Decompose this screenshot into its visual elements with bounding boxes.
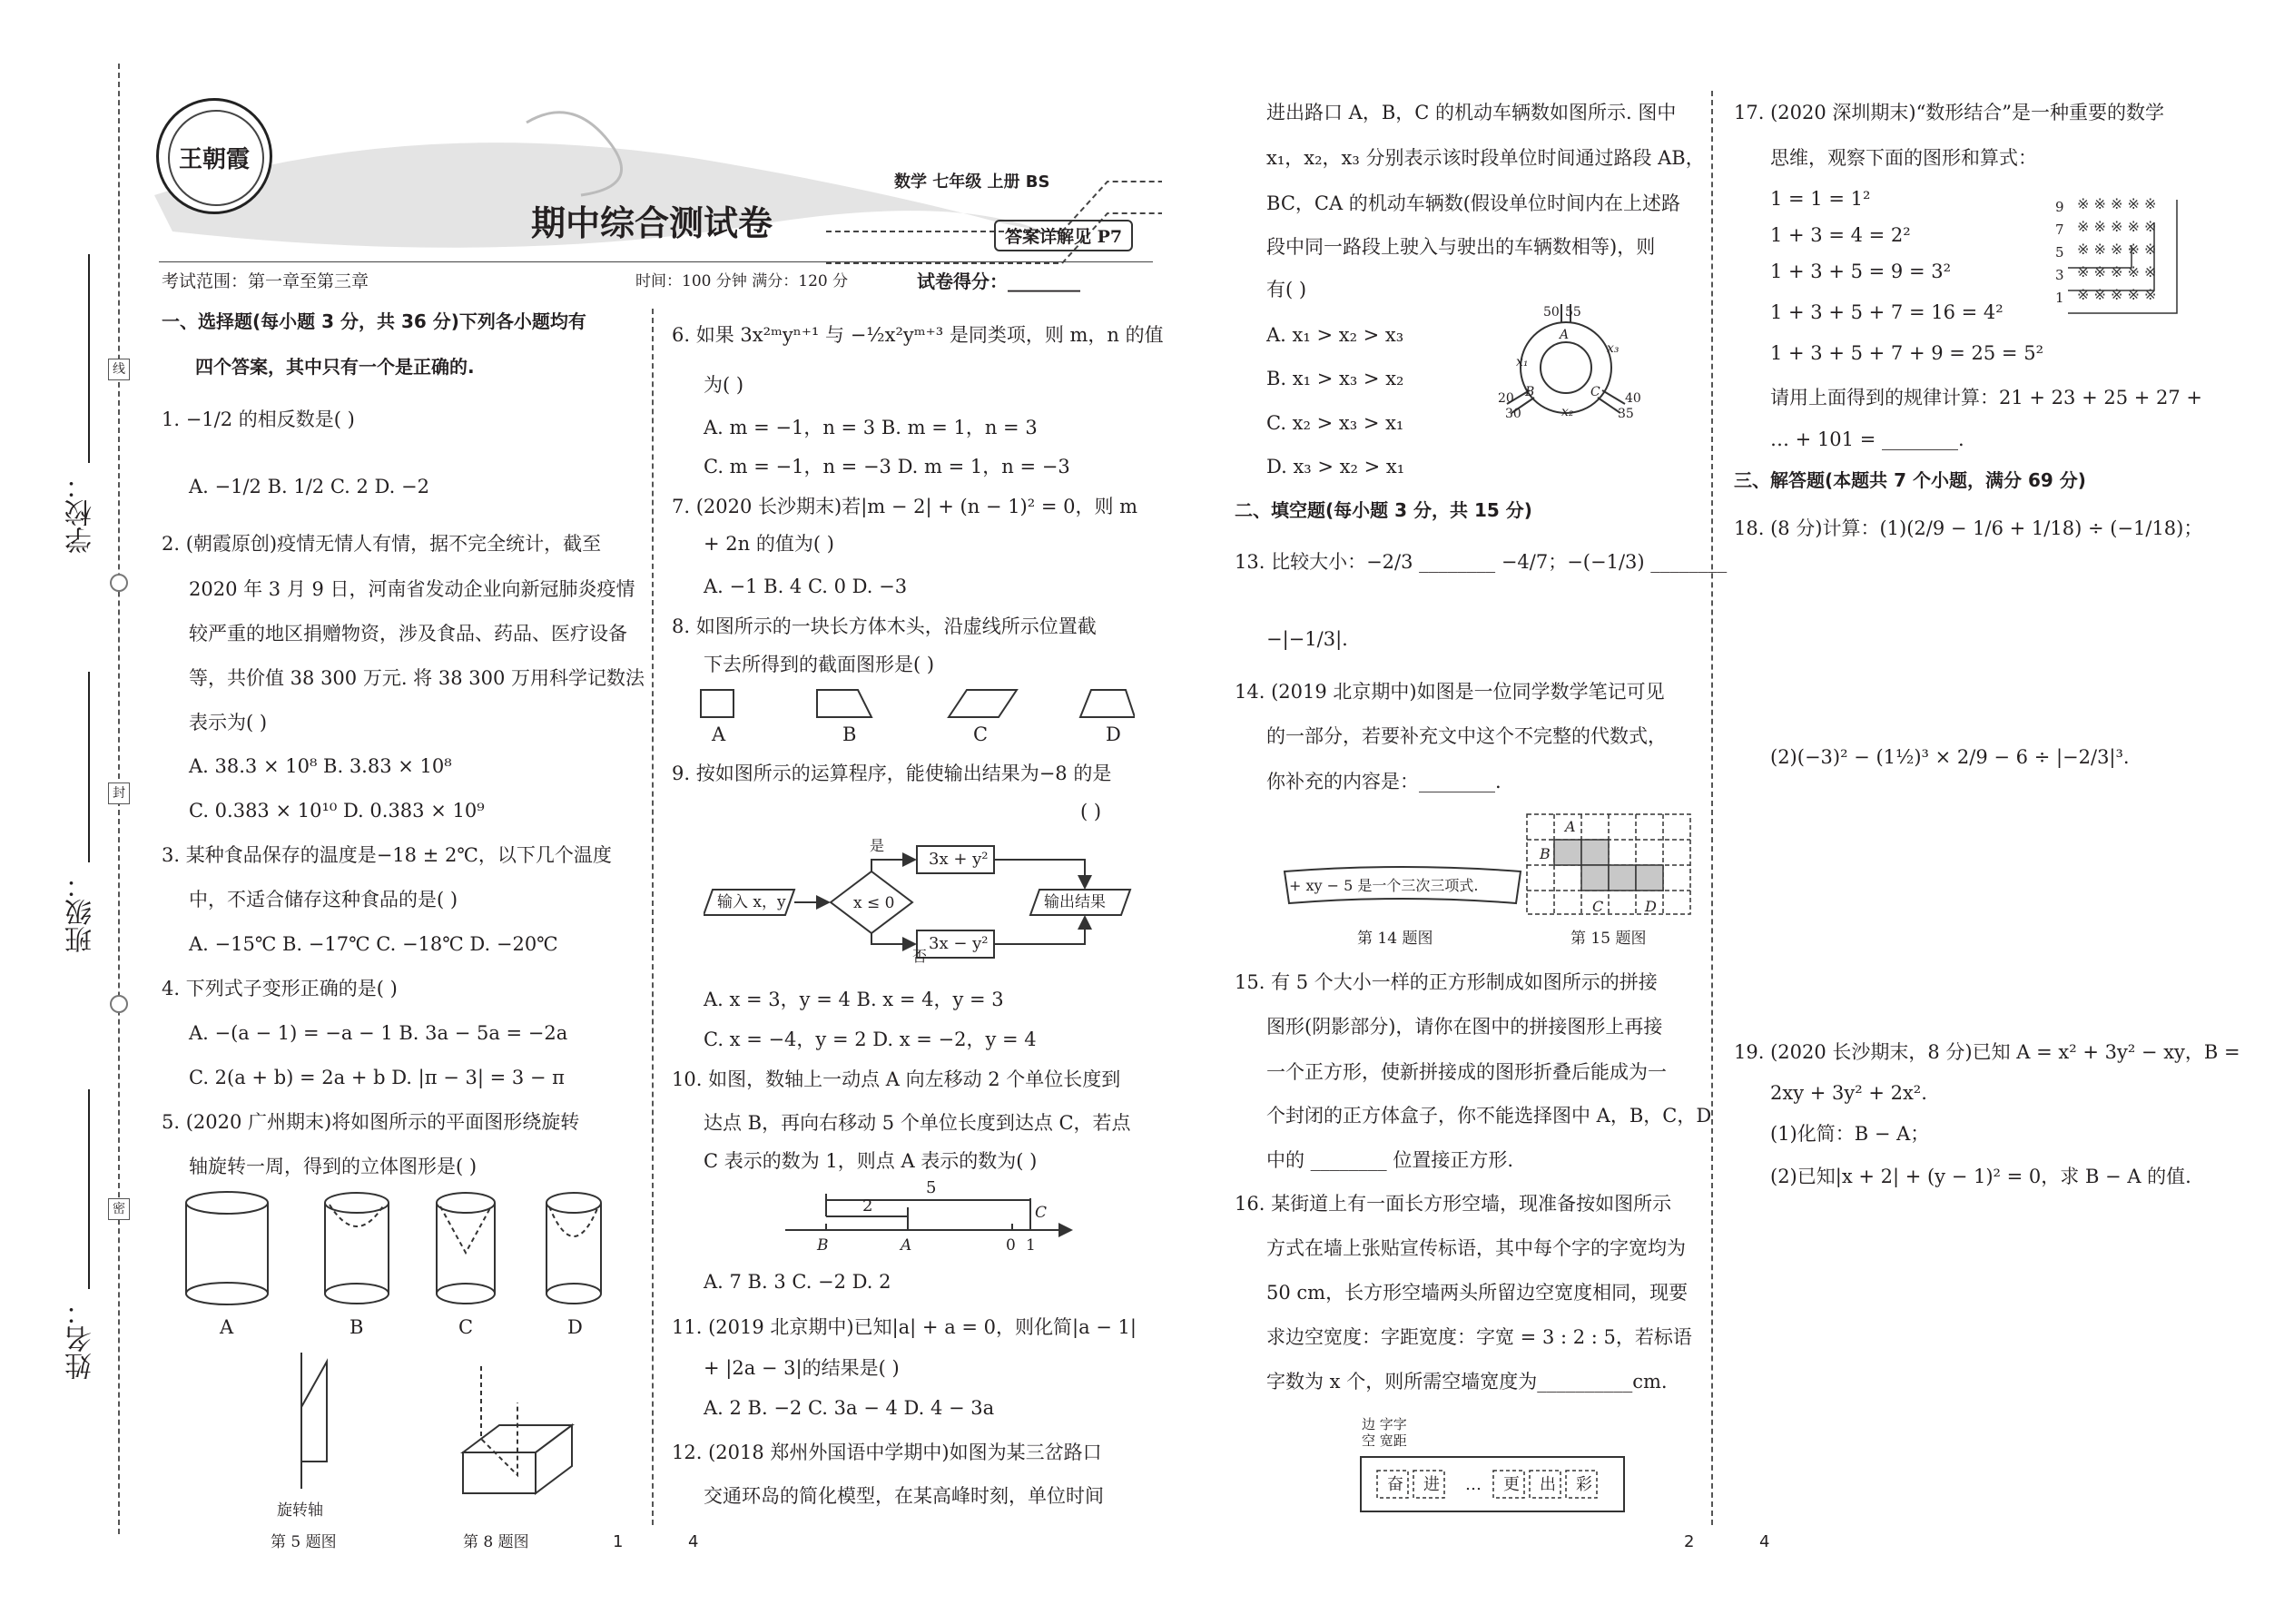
question-1-options: A. −1/2 B. 1/2 C. 2 D. −2 <box>189 476 429 497</box>
page-number-suffix: 4 <box>688 1532 699 1551</box>
roundabout-point: B <box>1525 385 1535 399</box>
question-10-options: A. 7 B. 3 C. −2 D. 2 <box>704 1271 891 1293</box>
rotation-axis-label: 旋转轴 <box>277 1501 323 1520</box>
question-19: 19. (2020 长沙期末，8 分)已知 A = x² + 3y² − xy，B = <box>1734 1041 2240 1063</box>
exam-scope: 考试范围：第一章至第三章 <box>162 271 369 291</box>
roundabout-label: 20 <box>1498 391 1514 406</box>
school-label: 学校： <box>65 472 97 554</box>
question-18: 18. (8 分)计算：(1)(2/9 − 1/6 + 1/18) ÷ (−1/18)； <box>1734 517 2203 539</box>
q16-char: 更 <box>1503 1475 1520 1494</box>
question-12-cont: 进出路口 A，B，C 的机动车辆数如图所示. 图中 <box>1266 102 1677 123</box>
question-6-options: A. m = −1，n = 3 B. m = 1，n = 3 <box>704 417 1038 438</box>
roundabout-label: 35 <box>1618 407 1634 421</box>
question-15-line: 图形(阴影部分)，请你在图中的拼接图形上再接 <box>1266 1016 1663 1038</box>
roundabout-var: x₁ <box>1516 355 1529 369</box>
flow-top-expression: 3x + y² <box>929 850 989 869</box>
question-12-cont: BC，CA 的机动车辆数(假设单位时间内在上述路 <box>1266 192 1680 214</box>
roundabout-point: C <box>1590 385 1600 399</box>
question-2-line: 表示为( ) <box>189 712 268 733</box>
name-label: 姓名： <box>65 1298 97 1380</box>
page-number-suffix: 4 <box>1759 1532 1770 1551</box>
question-12-option-d: D. x₃ > x₂ > x₁ <box>1266 456 1405 477</box>
question-11: 11. (2019 北京期中)已知|a| + a = 0，则化简|a − 1| <box>672 1316 1137 1338</box>
q5-solid-figures <box>177 1185 613 1330</box>
question-14-line: 的一部分，若要补充文中这个不完整的代数式， <box>1266 725 1667 747</box>
question-19-line: 2xy + 3y² + 2x². <box>1770 1082 1927 1104</box>
question-15-line: 中的 ________ 位置接正方形. <box>1266 1149 1514 1171</box>
school-field <box>88 254 90 463</box>
roundabout-label: 50 <box>1543 305 1560 320</box>
roundabout-label: 55 <box>1565 305 1581 320</box>
question-12-cont: x₁，x₂，x₃ 分别表示该时段单位时间通过路段 AB， <box>1266 147 1705 169</box>
question-12-option-a: A. x₁ > x₂ > x₃ <box>1266 324 1404 346</box>
question-11-line: + |2a − 3|的结果是( ) <box>704 1357 900 1379</box>
q5-choice-label: D <box>567 1316 583 1338</box>
question-12-cont: 有( ) <box>1266 279 1307 300</box>
answer-reference: 答案详解见 P7 <box>994 220 1133 251</box>
question-3-line: 中，不适合储存这种食品的是( ) <box>189 889 458 910</box>
question-7-line: + 2n 的值为( ) <box>704 533 834 555</box>
class-label: 班级： <box>65 871 97 953</box>
page-title: 期中综合测试卷 <box>531 202 773 243</box>
flow-bottom-expression: 3x − y² <box>929 934 989 953</box>
q15-letter: D <box>1645 898 1657 915</box>
question-18-part-2: (2)(−3)² − (1½)³ × 2/9 − 6 ÷ |−2/3|³. <box>1770 746 2130 768</box>
section-3-heading: 三、解答题(本题共 7 个小题，满分 69 分) <box>1734 469 2086 491</box>
question-6: 6. 如果 3x²ᵐyⁿ⁺¹ 与 −½x²yᵐ⁺³ 是同类项，则 m，n 的值 <box>672 324 1164 346</box>
q16-char: 进 <box>1423 1475 1440 1494</box>
q17-grid-label: 1 <box>2055 290 2064 306</box>
question-16-line: 方式在墙上张贴宣传标语，其中每个字的字宽均为 <box>1266 1237 1686 1259</box>
column-divider <box>1711 91 1713 1525</box>
question-9-options: A. x = 3，y = 4 B. x = 4，y = 3 <box>704 989 1004 1010</box>
question-2-options: A. 38.3 × 10⁸ B. 3.83 × 10⁸ <box>189 755 452 777</box>
q17-equation: 1 + 3 + 5 + 7 = 16 = 4² <box>1770 301 2004 323</box>
q15-grid-figure <box>1525 812 1698 921</box>
numline-point-c: C <box>1035 1204 1048 1222</box>
question-19-part-2: (2)已知|x + 2| + (y − 1)² = 0，求 B − A 的值. <box>1770 1166 2191 1187</box>
q5-choice-label: A <box>220 1316 234 1338</box>
q16-char: 彩 <box>1576 1475 1592 1494</box>
question-9-paren: ( ) <box>1080 801 1102 822</box>
header-rule <box>159 261 1153 262</box>
q17-grid-label: 7 <box>2055 221 2064 238</box>
q14-note-text: + xy − 5 是一个三次三项式. <box>1289 877 1479 894</box>
question-17-line: 请用上面得到的规律计算：21 + 23 + 25 + 27 + <box>1770 387 2202 408</box>
question-4-options: C. 2(a + b) = 2a + b D. |π − 3| = 3 − π <box>189 1067 565 1088</box>
q16-top-label: 边 字字 <box>1362 1416 1407 1432</box>
question-16-line: 50 cm，长方形空墙两头所留边空宽度相同，现要 <box>1266 1282 1689 1304</box>
flow-input: 输入 x，y <box>717 893 786 911</box>
roundabout-var: x₃ <box>1607 341 1620 356</box>
subject-tag: 数学 七年级 上册 BS <box>894 172 1050 192</box>
question-3: 3. 某种食品保存的温度是−18 ± 2℃，以下几个温度 <box>162 844 612 866</box>
question-16-line: 求边空宽度：字距宽度：字宽 = 3 : 2 : 5，若标语 <box>1266 1326 1692 1348</box>
question-15-line: 一个正方形，使新拼接成的图形折叠后能成为一 <box>1266 1061 1667 1083</box>
question-5: 5. (2020 广州期末)将如图所示的平面图形绕旋转 <box>162 1111 580 1133</box>
question-9-options: C. x = −4，y = 2 D. x = −2，y = 4 <box>704 1029 1037 1050</box>
column-divider <box>652 309 654 1525</box>
q17-equation: 1 = 1 = 1² <box>1770 188 1871 210</box>
seal-mark-line: 线 <box>108 359 130 380</box>
q16-char: 出 <box>1540 1475 1556 1494</box>
q15-caption: 第 15 题图 <box>1570 930 1647 948</box>
section-2-heading: 二、填空题(每小题 3 分，共 15 分) <box>1235 499 1532 521</box>
numline-point-a: A <box>901 1236 912 1255</box>
q15-letter: B <box>1540 845 1551 862</box>
svg-text:※ ※ ※ ※ ※: ※ ※ ※ ※ ※ <box>2077 263 2157 281</box>
page-number: 1 <box>613 1532 624 1551</box>
seal-mark-seal: 封 <box>108 782 130 804</box>
logo <box>156 98 272 214</box>
q17-dot-grid <box>2068 186 2204 322</box>
flow-no-label: 否 <box>912 948 928 965</box>
q16-top-label: 空 宽距 <box>1362 1432 1407 1449</box>
section-1-heading: 一、选择题(每小题 3 分，共 36 分)下列各小题均有 <box>162 310 586 332</box>
svg-text:※ ※ ※ ※ ※: ※ ※ ※ ※ ※ <box>2077 286 2157 303</box>
question-13-line: −|−1/3|. <box>1266 628 1348 650</box>
q16-char: 奋 <box>1387 1475 1403 1494</box>
roundabout-var: x₂ <box>1561 405 1574 419</box>
numline-one: 1 <box>1026 1236 1036 1255</box>
question-8-line: 下去所得到的截面图形是( ) <box>704 654 935 675</box>
binding-hole <box>110 995 128 1013</box>
q5-caption: 第 5 题图 <box>271 1533 337 1551</box>
q17-grid-label: 3 <box>2055 267 2064 283</box>
q17-equation: 1 + 3 + 5 + 7 + 9 = 25 = 5² <box>1770 342 2043 364</box>
question-6-line: 为( ) <box>704 374 744 396</box>
question-7: 7. (2020 长沙期末)若|m − 2| + (n − 1)² = 0，则 m <box>672 496 1138 517</box>
q17-grid-label: 5 <box>2055 244 2064 261</box>
q8-choice-label: D <box>1106 723 1121 745</box>
q8-section-shapes <box>699 685 1135 722</box>
q17-equation: 1 + 3 + 5 = 9 = 3² <box>1770 261 1952 282</box>
question-9: 9. 按如图所示的运算程序，能使输出结果为−8 的是 <box>672 763 1112 784</box>
svg-text:※ ※ ※ ※ ※: ※ ※ ※ ※ ※ <box>2077 241 2157 258</box>
section-1-heading-cont: 四个答案，其中只有一个是正确的. <box>195 356 475 378</box>
flow-yes-label: 是 <box>870 837 885 854</box>
question-11-options: A. 2 B. −2 C. 3a − 4 D. 4 − 3a <box>704 1397 995 1419</box>
svg-text:※ ※ ※ ※ ※: ※ ※ ※ ※ ※ <box>2077 195 2157 212</box>
numline-point-b: B <box>817 1236 829 1255</box>
q15-letter: A <box>1565 818 1576 835</box>
question-12-line: 交通环岛的简化模型，在某高峰时刻，单位时间 <box>704 1485 1104 1507</box>
question-8: 8. 如图所示的一块长方体木头，沿虚线所示位置截 <box>672 615 1097 637</box>
q8-choice-label: A <box>712 723 726 745</box>
numline-length-5: 5 <box>926 1178 937 1197</box>
q5-plane-figure <box>290 1353 345 1498</box>
question-16-line: 字数为 x 个，则所需空墙宽度为__________cm. <box>1266 1371 1668 1393</box>
question-10-line: C 表示的数为 1，则点 A 表示的数为( ) <box>704 1150 1038 1172</box>
question-14-line: 你补充的内容是：________. <box>1266 771 1501 792</box>
exam-score-field: 试卷得分：________ <box>917 271 1080 292</box>
flow-output: 输出结果 <box>1044 893 1106 911</box>
question-6-options: C. m = −1，n = −3 D. m = 1，n = −3 <box>704 456 1070 477</box>
question-2-options: C. 0.383 × 10¹⁰ D. 0.383 × 10⁹ <box>189 800 485 822</box>
question-2: 2. (朝霞原创)疫情无情人有情，据不完全统计，截至 <box>162 533 602 555</box>
q8-caption: 第 8 题图 <box>463 1533 529 1551</box>
page-number: 2 <box>1684 1532 1695 1551</box>
question-14: 14. (2019 北京期中)如图是一位同学数学笔记可见 <box>1235 681 1665 703</box>
question-7-options: A. −1 B. 4 C. 0 D. −3 <box>704 576 908 597</box>
q8-choice-label: B <box>842 723 857 745</box>
question-2-line: 等，共价值 38 300 万元. 将 38 300 万用科学记数法 <box>189 667 645 689</box>
question-16: 16. 某街道上有一面长方形空墙，现准备按如图所示 <box>1235 1193 1672 1215</box>
q16-char: … <box>1465 1475 1482 1494</box>
exam-time-score: 时间：100 分钟 满分：120 分 <box>635 272 849 290</box>
question-17-line: … + 101 = ________. <box>1770 428 1964 450</box>
q5-choice-label: C <box>458 1316 474 1338</box>
q15-letter: C <box>1592 898 1604 915</box>
class-field <box>88 672 90 862</box>
numline-zero: 0 <box>1006 1236 1016 1255</box>
seal-mark-secret: 密 <box>108 1198 130 1220</box>
logo-text: 王朝霞 <box>178 146 250 173</box>
question-15: 15. 有 5 个大小一样的正方形制成如图所示的拼接 <box>1235 971 1658 993</box>
question-10: 10. 如图，数轴上一动点 A 向左移动 2 个单位长度到 <box>672 1068 1121 1090</box>
question-12-cont: 段中同一路段上驶入与驶出的车辆数相等)，则 <box>1266 236 1656 258</box>
question-12-option-c: C. x₂ > x₃ > x₁ <box>1266 412 1404 434</box>
roundabout-label: 40 <box>1625 391 1641 406</box>
svg-text:※ ※ ※ ※ ※: ※ ※ ※ ※ ※ <box>2077 218 2157 235</box>
name-field <box>88 1089 90 1289</box>
question-1: 1. −1/2 的相反数是( ) <box>162 408 355 430</box>
question-5-line: 轴旋转一周，得到的立体图形是( ) <box>189 1156 478 1177</box>
numline-length-2: 2 <box>862 1196 873 1216</box>
q17-grid-label: 9 <box>2055 199 2064 215</box>
roundabout-label: 30 <box>1505 407 1521 421</box>
question-15-line: 个封闭的正方体盒子，你不能选择图中 A，B，C，D <box>1266 1105 1712 1127</box>
flow-condition: x ≤ 0 <box>853 894 895 912</box>
question-2-line: 较严重的地区捐赠物资，涉及食品、药品、医疗设备 <box>189 623 627 645</box>
q14-caption: 第 14 题图 <box>1357 930 1433 948</box>
question-19-part-1: (1)化简：B − A； <box>1770 1123 1930 1145</box>
question-12: 12. (2018 郑州外国语中学期中)如图为某三岔路口 <box>672 1442 1102 1463</box>
roundabout-point: A <box>1560 328 1570 342</box>
question-10-line: 达点 B，再向右移动 5 个单位长度到达点 C，若点 <box>704 1112 1131 1134</box>
question-12-option-b: B. x₁ > x₃ > x₂ <box>1266 368 1404 389</box>
q5-choice-label: B <box>350 1316 364 1338</box>
binding-hole <box>110 574 128 592</box>
q8-block-figure <box>454 1366 590 1502</box>
question-17: 17. (2020 深圳期末)“数形结合”是一种重要的数学 <box>1734 102 2165 123</box>
question-17-line: 思维，观察下面的图形和算式： <box>1770 147 2037 169</box>
question-13: 13. 比较大小：−2/3 ________ −4/7；−(−1/3) ________ <box>1235 551 1728 573</box>
question-4-options: A. −(a − 1) = −a − 1 B. 3a − 5a = −2a <box>189 1022 568 1044</box>
question-3-options: A. −15℃ B. −17℃ C. −18℃ D. −20℃ <box>189 933 558 955</box>
q17-equation: 1 + 3 = 4 = 2² <box>1770 224 1911 246</box>
question-2-line: 2020 年 3 月 9 日，河南省发动企业向新冠肺炎疫情 <box>189 578 635 600</box>
question-4: 4. 下列式子变形正确的是( ) <box>162 978 398 999</box>
q8-choice-label: C <box>973 723 989 745</box>
